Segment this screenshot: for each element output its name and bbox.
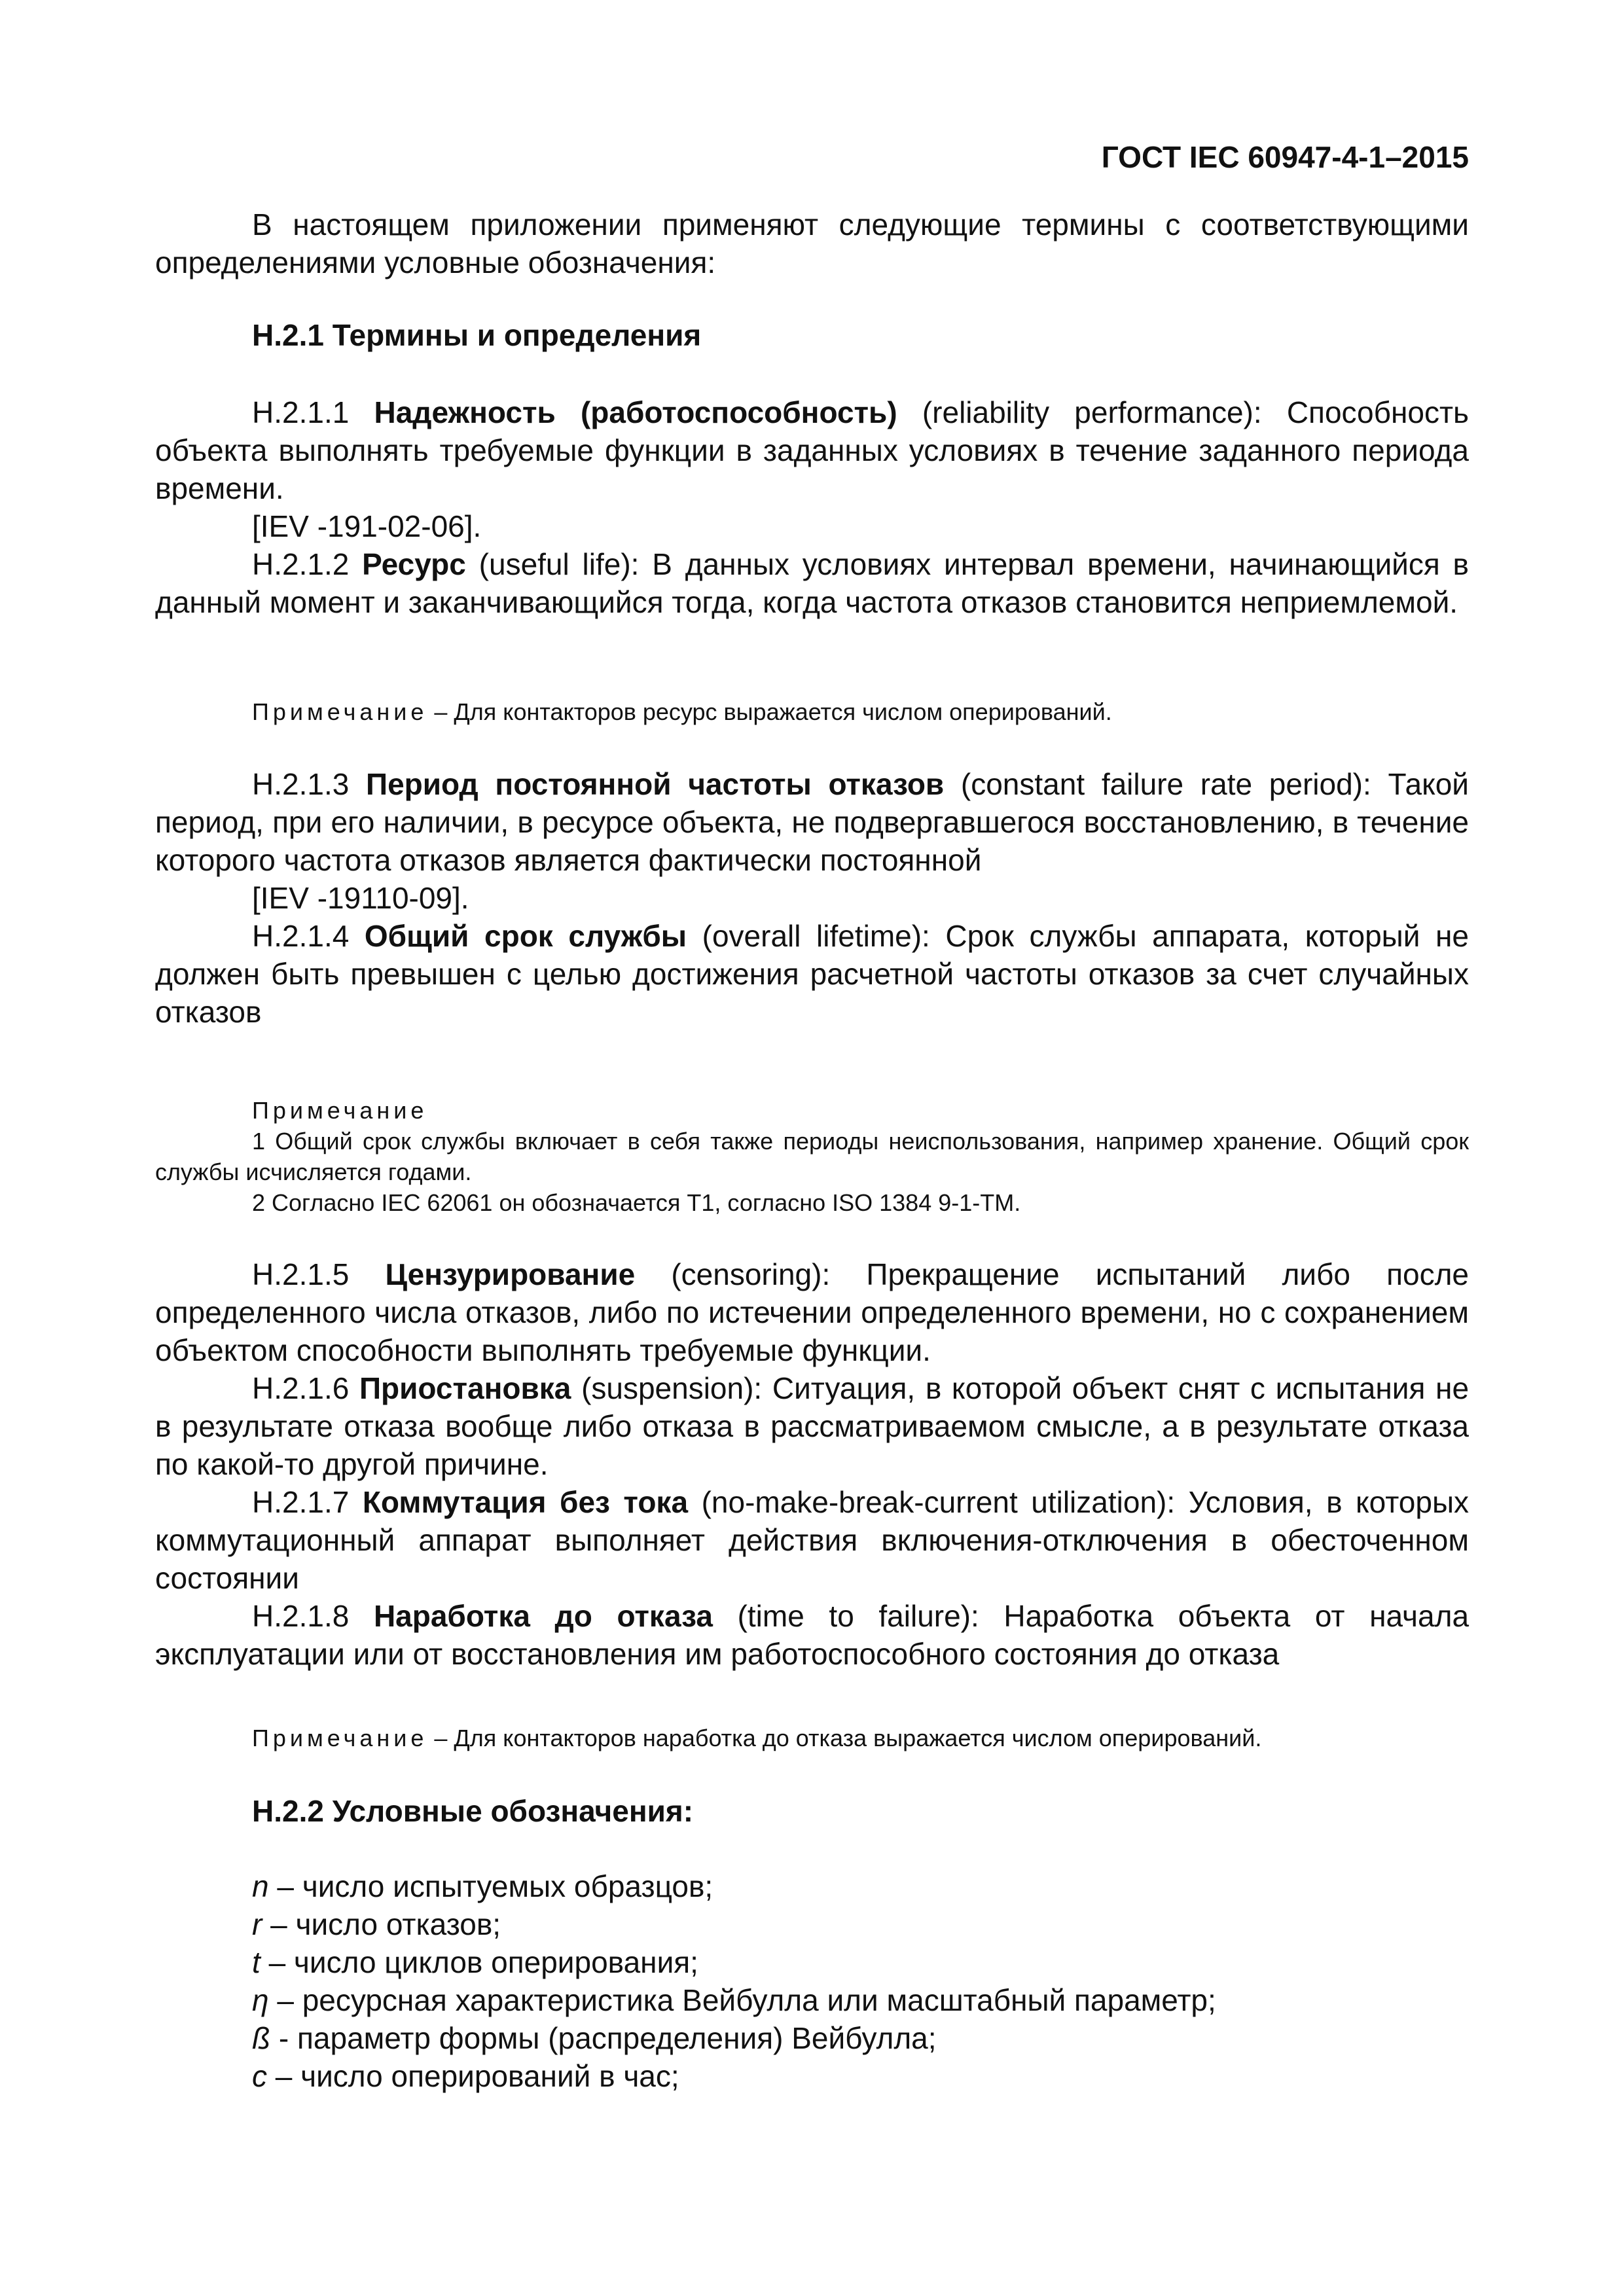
term-definition: Прекращение испытаний либо после определенного числа отказов, либо по истечении определенного времени, но с сохранением объектом способности выполнять требуемые функции.	[155, 1257, 1470, 1367]
term-name: Приостановка	[359, 1371, 571, 1405]
symbol-letter: c	[252, 2059, 267, 2093]
term-h217	[155, 1483, 1469, 1597]
term-name: Период постоянной частоты отказов	[366, 767, 945, 801]
note-label: Примечание	[252, 1725, 428, 1751]
term-definition: В данных условиях интервал времени, начинающийся в данный момент и заканчивающийся тогда, когда частота отказов становится неприемлемой.	[155, 547, 1469, 619]
symbol-letter: ß	[252, 2021, 271, 2055]
term-english: (suspension):	[581, 1371, 763, 1405]
term-definition: Ситуация, в которой объект снят с испытания не в результате отказа вообще либо отказа в рассматриваемом смысле, а в результате отказа по какой-то другой причине.	[155, 1371, 1470, 1481]
term-h213	[155, 765, 1469, 879]
term-number: H.2.1.7	[252, 1485, 350, 1519]
term-name: Наработка до отказа	[373, 1599, 713, 1633]
term-definition: Срок службы аппарата, который не должен быть превышен с целью достижения расчетной частоты отказов за счет случайных отказов	[155, 919, 1470, 1029]
section-2-title: H.2.2 Условные обозначения:	[252, 1794, 694, 1828]
intro-paragraph: В настоящем приложении применяют следующие термины с соответствующими определениями условные обозначения:	[155, 207, 1469, 279]
symbol-letter: t	[252, 1945, 261, 1979]
note-label: Примечание	[252, 1097, 428, 1124]
term-definition: Наработка объекта от начала эксплуатации или от восстановления им работоспособного состояния до отказа	[155, 1599, 1470, 1671]
term-definition: Условия, в которых коммутационный аппарат выполняет действия включения-отключения в обесточенном состоянии	[155, 1485, 1470, 1595]
term-english: (reliability performance):	[922, 395, 1262, 429]
terms-block-1	[155, 393, 1469, 621]
symbol-item	[155, 1981, 1469, 2019]
term-number: H.2.1.3	[252, 767, 350, 801]
term-h212	[155, 545, 1469, 621]
term-english: (censoring):	[671, 1257, 831, 1291]
document-code: ГОСТ IEC 60947-4-1–2015	[1101, 140, 1469, 174]
term-english: (useful life):	[478, 547, 640, 581]
note-label: Примечание	[252, 698, 428, 725]
term-number: H.2.1.4	[252, 919, 350, 953]
symbol-item	[155, 1943, 1469, 1981]
note-2-block	[155, 1095, 1469, 1218]
note-text: – Для контакторов наработка до отказа выражается числом оперирований.	[434, 1725, 1262, 1751]
term-h218	[155, 1597, 1469, 1673]
term-number: H.2.1.1	[252, 395, 350, 429]
note-3	[155, 1723, 1469, 1753]
term-name: Коммутация без тока	[362, 1485, 689, 1519]
intro-block	[155, 206, 1469, 281]
note-1-block	[155, 696, 1469, 727]
note-3-block	[155, 1723, 1469, 1753]
symbol-item	[155, 2057, 1469, 2095]
term-english: (overall lifetime):	[702, 919, 930, 953]
section-2-block	[155, 1792, 1469, 1830]
terms-block-2	[155, 765, 1469, 1031]
symbol-description: – число циклов оперирования;	[268, 1945, 698, 1979]
term-definition: Способность объекта выполнять требуемые функции в заданных условиях в течение заданного периода времени.	[155, 395, 1470, 505]
note-2-item-2: 2 Согласно IEC 62061 он обозначается T1, согласно ISO 1384 9-1-TM.	[252, 1189, 1021, 1216]
term-h211	[155, 393, 1469, 507]
symbol-description: – число испытуемых образцов;	[277, 1869, 713, 1903]
symbol-item	[155, 1867, 1469, 1905]
term-number: H.2.1.2	[252, 547, 350, 581]
term-h213-reference: [IEV -19110-09].	[252, 881, 469, 915]
term-number: H.2.1.8	[252, 1599, 350, 1633]
symbol-item	[155, 1905, 1469, 1943]
term-number: H.2.1.5	[252, 1257, 350, 1291]
term-name: Цензурирование	[385, 1257, 636, 1291]
note-2-label-line	[155, 1095, 1469, 1126]
symbols-list	[155, 1867, 1469, 2095]
symbol-description: - параметр формы (распределения) Вейбулла;	[278, 2021, 937, 2055]
term-h214	[155, 917, 1469, 1031]
term-number: H.2.1.6	[252, 1371, 350, 1405]
note-text: – Для контакторов ресурс выражается числом оперирований.	[434, 698, 1112, 725]
term-h215	[155, 1255, 1469, 1369]
term-english: (no-make-break-current utilization):	[701, 1485, 1176, 1519]
terms-block-3	[155, 1255, 1469, 1673]
term-h211-reference: [IEV -191-02-06].	[252, 509, 482, 543]
symbol-letter: n	[252, 1869, 269, 1903]
symbol-description: – число отказов;	[270, 1907, 501, 1941]
symbol-description: – число оперирований в час;	[275, 2059, 679, 2093]
symbol-letter: η	[252, 1983, 269, 2017]
term-name: Общий срок службы	[364, 919, 687, 953]
term-english: (constant failure rate period):	[960, 767, 1371, 801]
section-1-title: H.2.1 Термины и определения	[252, 318, 702, 352]
term-definition: Такой период, при его наличии, в ресурсе объекта, не подвергавшегося восстановлению, в течение которого частота отказов является фактически постоянной	[155, 767, 1469, 877]
term-name: Ресурс	[362, 547, 466, 581]
symbol-item	[155, 2019, 1469, 2057]
symbol-letter: r	[252, 1907, 262, 1941]
note-1	[155, 696, 1469, 727]
term-name: Надежность (работоспособность)	[374, 395, 897, 429]
term-h216	[155, 1369, 1469, 1483]
section-1-block	[155, 316, 1469, 354]
term-english: (time to failure):	[737, 1599, 979, 1633]
note-2-item-1: 1 Общий срок службы включает в себя также периоды неиспользования, например хранение. Общий срок службы исчисляется годами.	[155, 1128, 1469, 1185]
symbol-description: – ресурсная характеристика Вейбулла или масштабный параметр;	[277, 1983, 1216, 2017]
